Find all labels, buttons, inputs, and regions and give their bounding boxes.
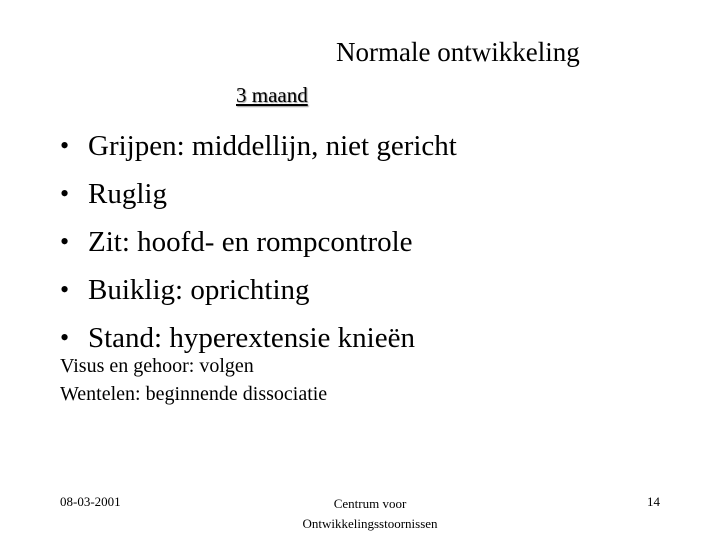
bullet-icon: • [60, 227, 70, 256]
bullet-icon: • [60, 179, 70, 208]
slide-subtitle: 3 maand [236, 83, 308, 107]
bullet-icon: • [60, 131, 70, 160]
bullet-icon: • [60, 275, 70, 304]
bullet-text: Zit: hoofd- en rompcontrole [88, 226, 413, 258]
notes-block [60, 352, 327, 408]
slide-title: Normale ontwikkeling [336, 37, 580, 67]
note-line: Visus en gehoor: volgen [60, 355, 254, 377]
bullet-text: Grijpen: middellijn, niet gericht [88, 130, 457, 162]
footer-date: 08-03-2001 [60, 494, 121, 509]
footer-org-line: Centrum voor [333, 496, 407, 511]
bullet-text: Ruglig [88, 178, 167, 210]
footer-organization [250, 494, 490, 534]
bullet-icon: • [60, 323, 70, 352]
bullet-text: Stand: hyperextensie knieën [88, 322, 415, 354]
note-line: Wentelen: beginnende dissociatie [60, 383, 328, 405]
bullet-text: Buiklig: oprichting [88, 274, 310, 306]
page-number: 14 [647, 494, 660, 509]
footer-org-line: Ontwikkelingsstoornissen [302, 516, 438, 531]
